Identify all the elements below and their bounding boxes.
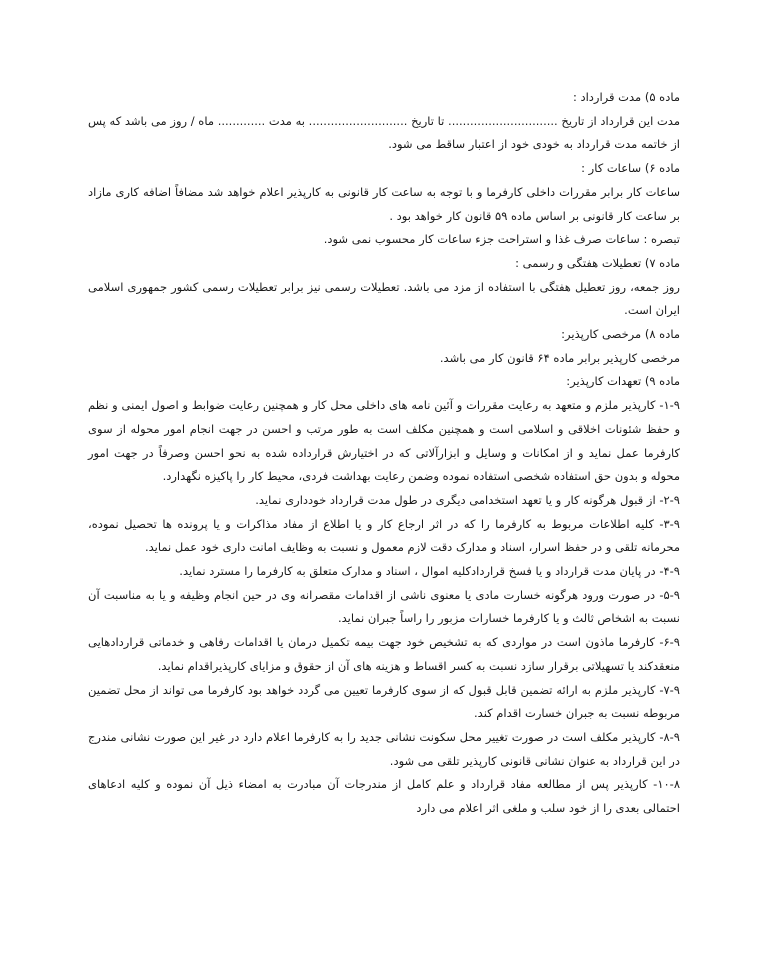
article-7-text: روز جمعه، روز تعطیل هفتگی با استفاده از مزد می باشد. تعطیلات رسمی نیز برابر تعطیلات رسمی کشور جمهوری اسلامی ایران است. — [88, 279, 680, 318]
clause-9-10: ۱۰-۸- کارپذیر پس از مطالعه مفاد قرارداد و علم کامل از مندرجات آن مبادرت به امضاء ذیل آن نموده و کلیه ادعاهای احتمالی بعدی را از خود سلب و ملغی اثر اعلام می دارد — [88, 777, 680, 816]
clause-9-5: ۵-۹- در صورت ورود هرگونه خسارت مادی یا معنوی ناشی از اقدامات مقصرانه وی در حین انجام وظیفه و یا به مناسبت آن نسبت به اشخاص ثالث و یا کارفرما خسارات مزبور را راساً جبران نماید. — [88, 587, 680, 626]
clause-9-6: ۶-۹- کارفرما ماذون است در مواردی که به تشخیص خود جهت بیمه تکمیل درمان یا اقدامات رفاهی و خدماتی قراردادهایی منعقدکند یا تسهیلاتی برقرار سازد نسبت به کسر اقساط و هزینه های آن از حقوق و مزایای کارپذیراقدام نماید. — [88, 635, 680, 673]
clause-9-3: ۳-۹- کلیه اطلاعات مربوط به کارفرما را که در اثر ارجاع کار و یا اطلاع از مفاد مذاکرات و یا پرونده ها تحصیل نموده، محرمانه تلقی و در حفظ اسرار، اسناد و مدارک دقت لازم معمول و نسبت به وظایف امانت داری خود عمل نماید. — [88, 516, 680, 555]
clause-9-4: ۴-۹- در پایان مدت قرارداد و یا فسخ قراردادکلیه اموال ، اسناد و مدارک متعلق به کارفرما را مسترد نماید. — [179, 564, 680, 579]
article-9-heading: ماده ۹) تعهدات کارپذیر: — [566, 374, 680, 389]
clause-9-1: ۱-۹- کارپذیر ملزم و متعهد به رعایت مقررات و آئین نامه های داخلی محل کار و همچنین رعایت ضوابط و اصول ایمنی و نظم و حفظ شئونات اخلاقی و اسلامی است و همچنین مکلف است به طور مرتب و احسن در جهت انجام امور محوله از سوی کارفرما عمل نماید و از امکانات و وسایل و ابزارآلاتی که در اختیارش قرارداده شده به نحو احسن وصرفاً در جهت امور محوله و بدون حق استفاده شخصی استفاده نموده وضمن رعایت بهداشت فردی، محیط کار را پاکیزه نگهدارد. — [88, 398, 680, 484]
article-6-heading: ماده ۶) ساعات کار : — [581, 161, 680, 176]
contract-body — [88, 86, 680, 821]
article-7-heading: ماده ۷) تعطیلات هفتگی و رسمی : — [515, 255, 680, 270]
clause-9-8: ۸-۹- کارپذیر مکلف است در صورت تغییر محل سکونت نشانی جدید را به کارفرما اعلام دارد در غیر این صورت نشانی مندرج در این قرارداد به عنوان نشانی قانونی کارپذیر تلقی می شود. — [88, 729, 680, 768]
article-5-heading: ماده ۵) مدت قرارداد : — [572, 90, 680, 104]
article-5-text: مدت این قرارداد از تاریخ .............................. تا تاریخ ........................... به مدت ............. ماه / روز می باشد که پس از خاتمه مدت قرارداد به خودی خود از اعتبار ساقط می شود. — [88, 113, 680, 152]
clause-9-2: ۲-۹- از قبول هرگونه کار و یا تعهد استخدامی دیگری در طول مدت قرارداد خودداری نماید. — [255, 492, 680, 507]
article-8-text: مرخصی کارپذیر برابر ماده ۶۴ قانون کار می باشد. — [439, 350, 680, 365]
article-8-heading: ماده ۸) مرخصی کارپذیر: — [561, 327, 680, 342]
article-6-note: تبصره : ساعات صرف غذا و استراحت جزء ساعات کار محسوب نمی شود. — [323, 232, 680, 247]
article-6-text: ساعات کار برابر مقررات داخلی کارفرما و با توجه به ساعت کار قانونی به کارپذیر اعلام خواهد شد مضافاً اضافه کاری مازاد بر ساعت کار قانونی بر اساس ماده ۵۹ قانون کار خواهد بود . — [88, 184, 680, 223]
clause-9-7: ۷-۹- کارپذیر ملزم به ارائه تضمین قابل قبول که از سوی کارفرما تعیین می گردد خواهد بود کارفرما می تواند از محل تضمین مربوطه نسبت به جبران خسارت اقدام کند. — [88, 682, 680, 721]
